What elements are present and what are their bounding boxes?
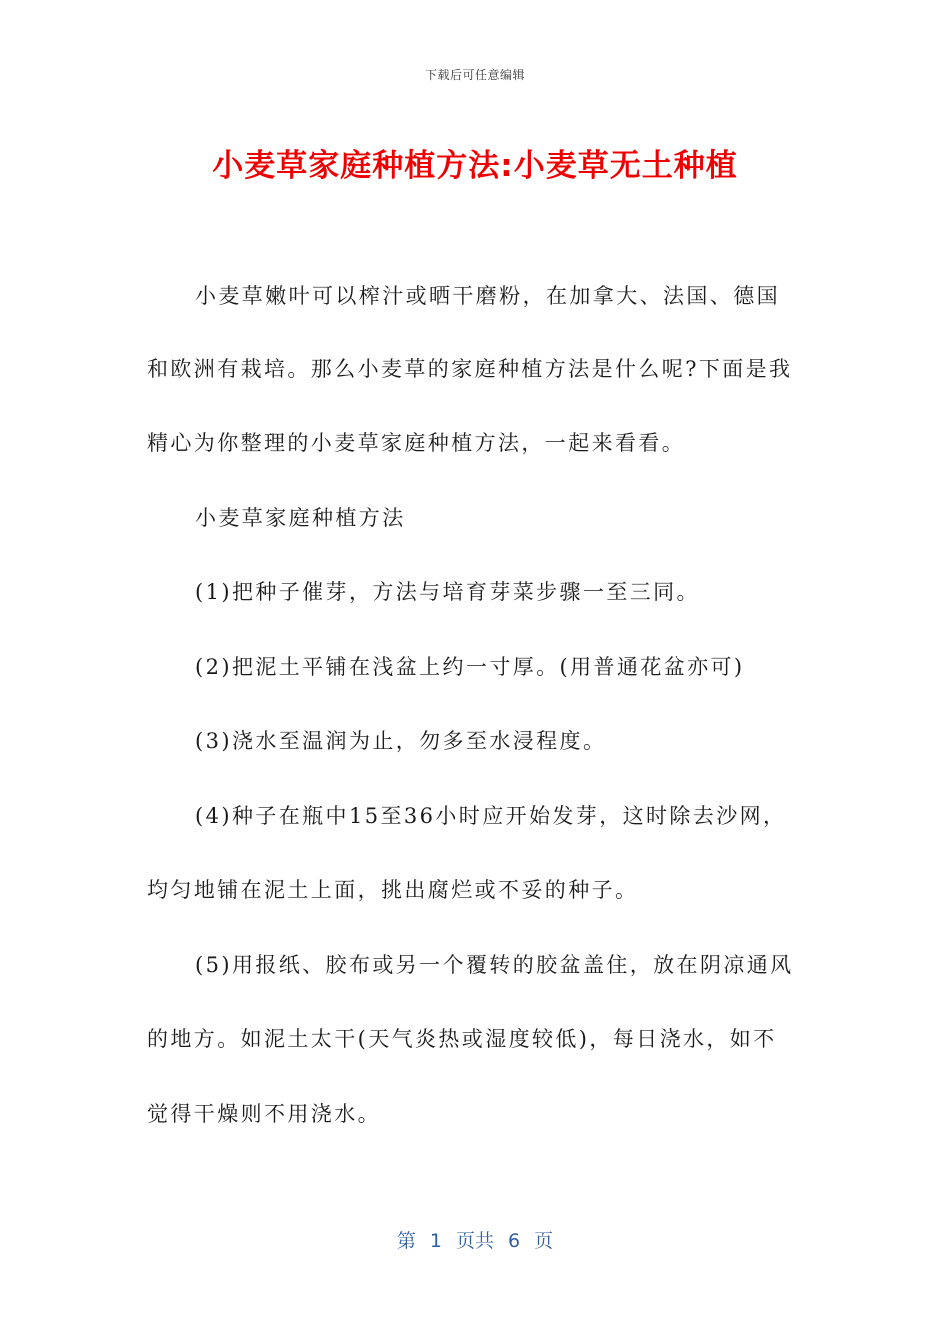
page-label-suffix: 页	[534, 1230, 554, 1252]
total-pages: 6	[508, 1230, 521, 1252]
page-label-mid: 页共	[455, 1230, 494, 1252]
paragraph-line: 精心为你整理的小麦草家庭种植方法，一起来看看。	[147, 431, 686, 455]
list-item: (4)种子在瓶中15至36小时应开始发芽，这时除去沙网，	[195, 804, 787, 828]
list-item-continued: 的地方。如泥土太干(天气炎热或湿度较低)，每日浇水，如不	[147, 1027, 777, 1051]
paragraph-line: 小麦草嫩叶可以榨汁或晒干磨粉，在加拿大、法国、德国	[195, 284, 780, 308]
page-number: 1	[429, 1230, 442, 1252]
document-title: 小麦草家庭种植方法:小麦草无土种植	[212, 148, 738, 184]
section-heading: 小麦草家庭种植方法	[195, 506, 406, 530]
list-item: (1)把种子催芽，方法与培育芽菜步骤一至三同。	[195, 580, 700, 604]
list-item: (2)把泥土平铺在浅盆上约一寸厚。(用普通花盆亦可)	[195, 655, 745, 679]
list-item-continued: 觉得干燥则不用浇水。	[147, 1102, 381, 1126]
list-item-continued: 均匀地铺在泥土上面，挑出腐烂或不妥的种子。	[147, 878, 639, 902]
paragraph-line: 和欧洲有栽培。那么小麦草的家庭种植方法是什么呢?下面是我	[147, 357, 793, 381]
page-footer	[0, 1226, 950, 1253]
page-label-prefix: 第	[396, 1230, 416, 1252]
header-note: 下载后可任意编辑	[424, 68, 525, 82]
list-item: (3)浇水至温润为止，勿多至水浸程度。	[195, 729, 607, 753]
list-item: (5)用报纸、胶布或另一个覆转的胶盆盖住，放在阴凉通风	[195, 953, 794, 977]
